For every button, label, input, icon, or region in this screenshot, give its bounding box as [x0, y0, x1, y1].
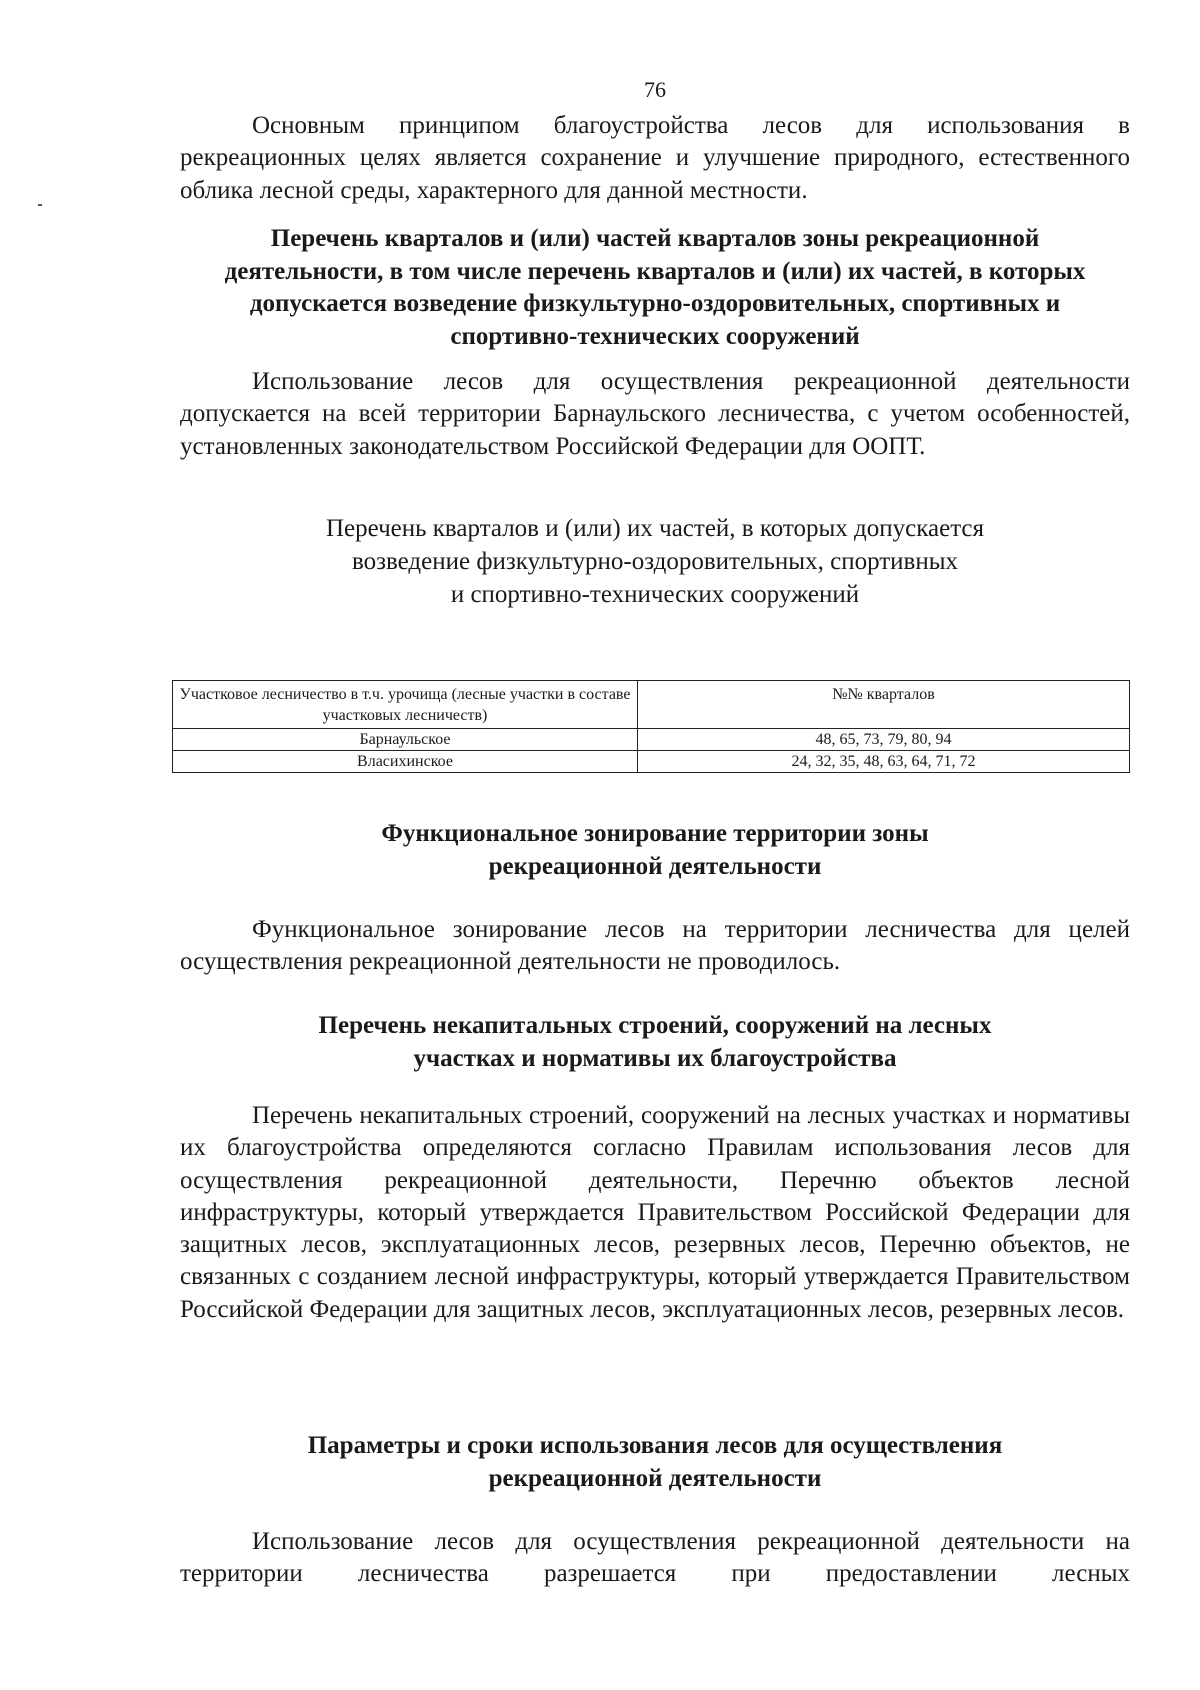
scan-mark	[38, 204, 42, 206]
table-header-forestry: Участковое лесничество в т.ч. урочища (лесные участки в составе участковых лесничеств)	[173, 681, 638, 729]
table-cell-quarters: 24, 32, 35, 48, 63, 64, 71, 72	[638, 751, 1130, 773]
paragraph-functional-zoning: Функциональное зонирование лесов на территории лесничества для целей осуществления рекреационной деятельности не проводилось.	[180, 916, 1130, 976]
table-header-row	[173, 681, 1130, 729]
paragraph-non-capital-structures: Перечень некапитальных строений, сооружений на лесных участках и нормативы их благоустройства определяются согласно Правилам использования лесов для осуществления рекреационной деятельности, Перечню объектов лесной инфраструктуры, который утверждается Правительством Российской Федерации для защитных лесов, эксплуатационных лесов, резервных лесов, Перечню объектов, не связанных с созданием лесной инфраструктуры, который утверждается Правительством Российской Федерации для защитных лесов, эксплуатационных лесов, резервных лесов.	[180, 1102, 1130, 1323]
table-cell-forestry: Барнаульское	[173, 729, 638, 751]
quarters-table	[172, 680, 1130, 773]
page-number: 76	[644, 77, 666, 102]
table-cell-quarters: 48, 65, 73, 79, 80, 94	[638, 729, 1130, 751]
paragraph-recreation-principle: Основным принципом благоустройства лесов для использования в рекреационных целях является сохранение и улучшение природного, естественного облика лесной среды, характерного для данной местности.	[180, 112, 1130, 204]
heading-recreation-zone-list: Перечень кварталов и (или) частей кварталов зоны рекреационной деятельности, в том числе перечень кварталов и (или) их частей, в которых допускается возведение физкультурно-оздоровительных, спортивных и спортивно-технических сооружений	[224, 225, 1086, 350]
table-header-quarters: №№ кварталов	[638, 681, 1130, 729]
paragraph-usage-parameters: Использование лесов для осуществления рекреационной деятельности на территории лесничества разрешается при предоставлении лесных	[180, 1528, 1130, 1588]
heading-non-capital-structures: Перечень некапитальных строений, сооружений на лесных участках и нормативы их благоустройства	[318, 1012, 992, 1072]
heading-functional-zoning: Функциональное зонирование территории зоны рекреационной деятельности	[381, 820, 929, 880]
table-row	[173, 751, 1130, 773]
table-row	[173, 729, 1130, 751]
heading-usage-parameters: Параметры и сроки использования лесов для осуществления рекреационной деятельности	[307, 1432, 1003, 1492]
paragraph-recreation-usage: Использование лесов для осуществления рекреационной деятельности допускается на всей территории Барнаульского лесничества, с учетом особенностей, установленных законодательством Российской Федерации для ООПТ.	[180, 368, 1130, 460]
table-cell-forestry: Власихинское	[173, 751, 638, 773]
table-caption: Перечень кварталов и (или) их частей, в которых допускается возведение физкультурно-оздоровительных, спортивных и спортивно-технических сооружений	[325, 515, 985, 608]
